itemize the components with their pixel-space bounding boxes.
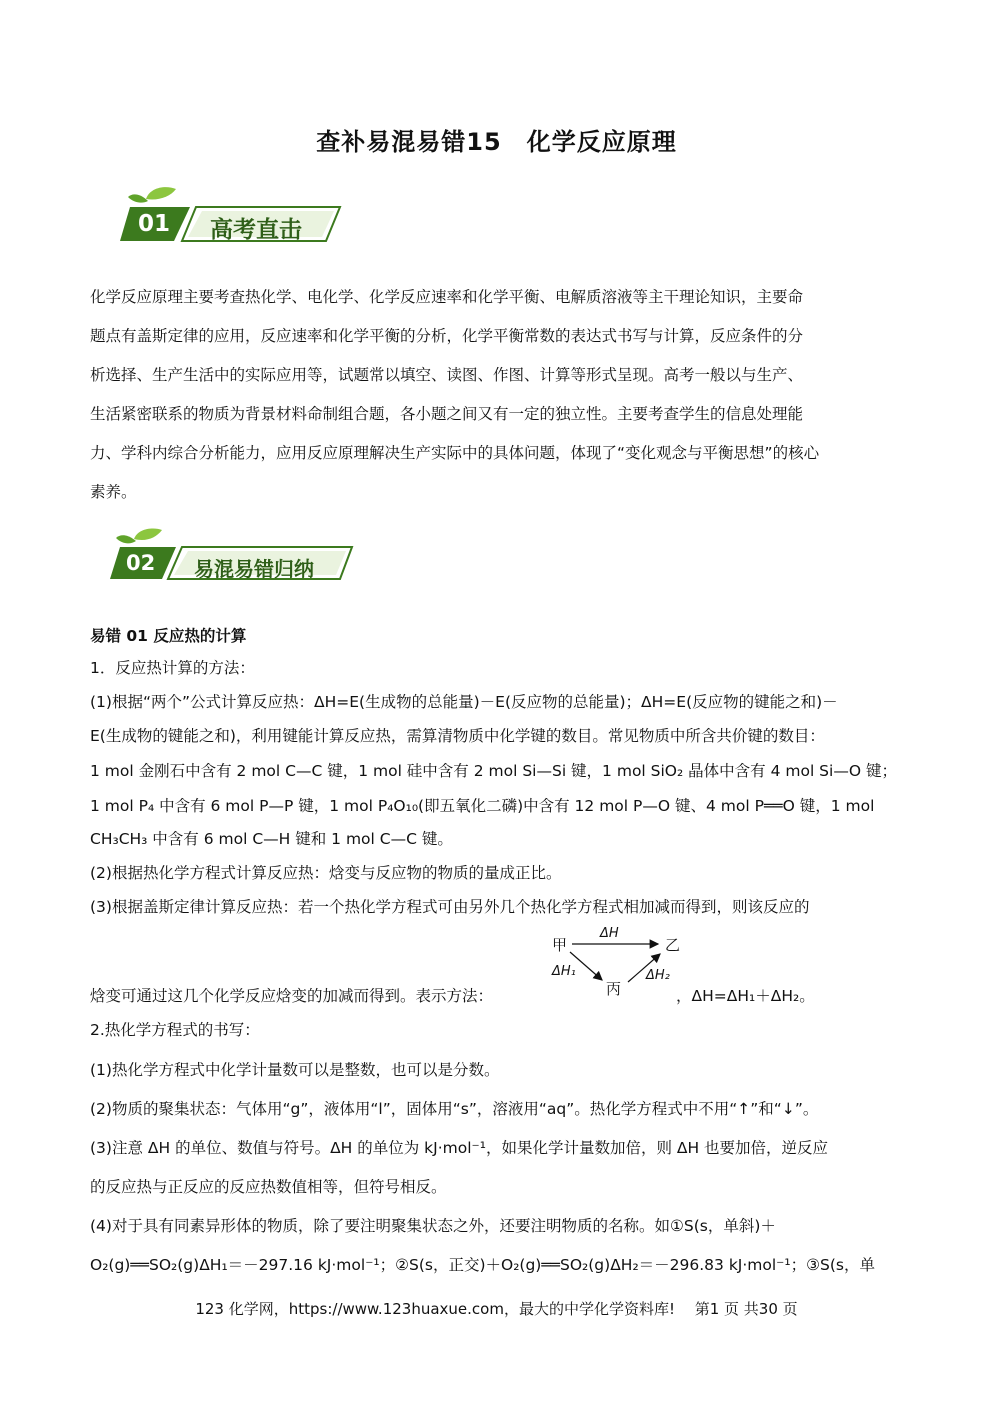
method-3-line: 焓变可通过这几个化学反应焓变的加减而得到。表示方法： bbox=[90, 987, 494, 1005]
section-banner-01 bbox=[118, 185, 348, 245]
method-3-line: (3)根据盖斯定律计算反应热：若一个热化学方程式可由另外几个热化学方程式相加减而得到，则该反应的 bbox=[90, 898, 810, 916]
section-number: 01 bbox=[138, 211, 171, 237]
hess-formula: ，ΔH=ΔH₁＋ΔH₂。 bbox=[676, 987, 815, 1005]
leaf-icon-small bbox=[128, 194, 148, 202]
method-1-line: 1 mol P₄ 中含有 6 mol P—P 键，1 mol P₄O₁₀(即五氧化二磷)中含有 12 mol P—O 键、4 mol P══O 键，1 mol bbox=[90, 797, 875, 815]
writing-rule-line: (2)物质的聚集状态：气体用“g”，液体用“l”，固体用“s”，溶液用“aq”。热化学方程式中不用“↑”和“↓”。 bbox=[90, 1100, 819, 1118]
item-heading: 1．反应热计算的方法： bbox=[90, 659, 255, 677]
delta-h1-label: ΔH₁ bbox=[552, 964, 576, 979]
item-heading: 2.热化学方程式的书写： bbox=[90, 1021, 260, 1039]
delta-h2-label: ΔH₂ bbox=[646, 968, 670, 983]
section-label: 易混易错归纳 bbox=[194, 557, 314, 581]
delta-h-label: ΔH bbox=[600, 926, 619, 941]
hess-diagram bbox=[550, 928, 685, 998]
leaf-icon-small bbox=[116, 535, 136, 543]
method-2-line: (2)根据热化学方程式计算反应热：焓变与反应物的物质的量成正比。 bbox=[90, 864, 562, 882]
intro-line: 析选择、生产生活中的实际应用等，试题常以填空、读图、作图、计算等形式呈现。高考一般以与生产、 bbox=[90, 366, 804, 384]
writing-rule-line: (1)热化学方程式中化学计量数可以是整数，也可以是分数。 bbox=[90, 1061, 500, 1079]
section-label: 高考直击 bbox=[210, 217, 302, 243]
intro-line: 力、学科内综合分析能力，应用反应原理解决生产实际中的具体问题，体现了“变化观念与平衡思想”的核心 bbox=[90, 444, 820, 462]
node-c: 丙 bbox=[606, 980, 622, 998]
intro-line: 生活紧密联系的物质为背景材料命制组合题，各小题之间又有一定的独立性。主要考查学生的信息处理能 bbox=[90, 405, 804, 423]
intro-line: 题点有盖斯定律的应用，反应速率和化学平衡的分析，化学平衡常数的表达式书写与计算，反应条件的分 bbox=[90, 327, 804, 345]
section-number: 02 bbox=[126, 551, 156, 575]
page-title: 查补易混易错15 化学反应原理 bbox=[316, 128, 677, 156]
leaf-icon bbox=[134, 529, 162, 540]
intro-line: 化学反应原理主要考查热化学、电化学、化学反应速率和化学平衡、电解质溶液等主干理论知识，主要命 bbox=[90, 288, 804, 306]
node-a: 甲 bbox=[552, 936, 568, 954]
node-b: 乙 bbox=[665, 936, 681, 954]
writing-rule-line: (4)对于具有同素异形体的物质，除了要注明聚集状态之外，还要注明物质的名称。如①S(s，单斜)＋ bbox=[90, 1217, 776, 1235]
error-heading: 易错 01 反应热的计算 bbox=[90, 627, 247, 645]
leaf-icon bbox=[146, 187, 176, 199]
method-1-line: CH₃CH₃ 中含有 6 mol C—H 键和 1 mol C—C 键。 bbox=[90, 830, 453, 848]
writing-rule-line: O₂(g)══SO₂(g)ΔH₁＝－297.16 kJ·mol⁻¹；②S(s，正交)＋O₂(g)══SO₂(g)ΔH₂＝－296.83 kJ·mol⁻¹；③S(s，单 bbox=[90, 1256, 875, 1274]
writing-rule-line: (3)注意 ΔH 的单位、数值与符号。ΔH 的单位为 kJ·mol⁻¹，如果化学计量数加倍，则 ΔH 也要加倍，逆反应 bbox=[90, 1139, 829, 1157]
method-1-line: (1)根据“两个”公式计算反应热：ΔH=E(生成物的总能量)－E(反应物的总能量)；ΔH=E(反应物的键能之和)－ bbox=[90, 693, 838, 711]
page-footer: 123 化学网，https://www.123huaxue.com，最大的中学化学资料库! 第1 页 共30 页 bbox=[195, 1300, 798, 1318]
writing-rule-line: 的反应热与正反应的反应热数值相等，但符号相反。 bbox=[90, 1178, 447, 1196]
intro-line: 素养。 bbox=[90, 483, 137, 501]
section-banner-02 bbox=[108, 527, 358, 583]
method-1-line: 1 mol 金刚石中含有 2 mol C—C 键，1 mol 硅中含有 2 mol Si—Si 键，1 mol SiO₂ 晶体中含有 4 mol Si—O 键； bbox=[90, 762, 897, 780]
method-1-line: E(生成物的键能之和)，利用键能计算反应热，需算清物质中化学键的数目。常见物质中所含共价键的数目： bbox=[90, 727, 825, 745]
